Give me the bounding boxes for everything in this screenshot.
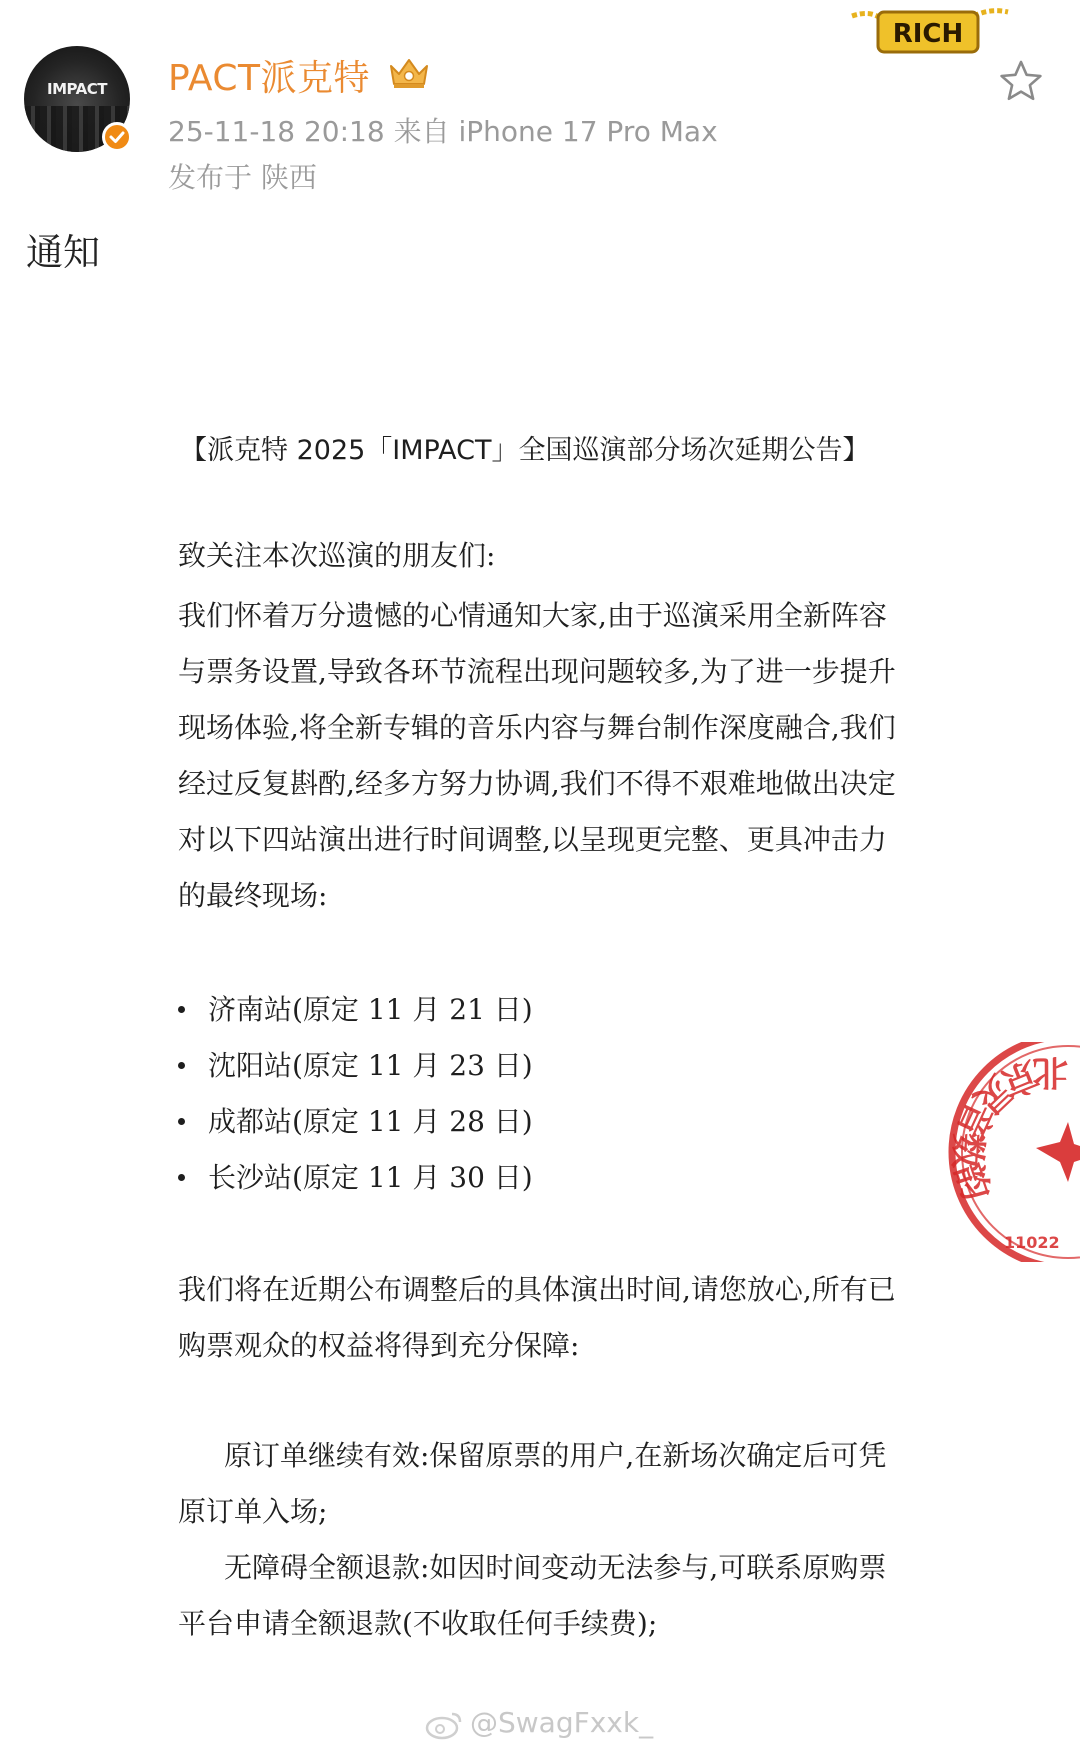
bullet-icon	[178, 1150, 208, 1206]
crown-icon	[387, 56, 431, 94]
list-item: 沈阳站(原定 11 月 23 日)	[178, 1038, 533, 1094]
seal-text: 北京灵音数韵	[945, 1051, 1069, 1206]
bullet-icon	[178, 1094, 208, 1150]
rich-badge	[850, 4, 1010, 64]
post-meta: 25-11-18 20:18 来自 iPhone 17 Pro Max	[168, 115, 718, 148]
notice-paragraph-1: 我们怀着万分遗憾的心情通知大家,由于巡演采用全新阵容与票务设置,导致各环节流程出现问题较多,为了进一步提升现场体验,将全新专辑的音乐内容与舞台制作深度融合,我们经过反复斟酌,经多方努力协调,我们不得不艰难地做出决定对以下四站演出进行时间调整,以呈现更完整、更具冲击力的最终现场:	[178, 599, 896, 912]
bullet-icon	[178, 1038, 208, 1094]
notice-paragraph-3: 原订单继续有效:保留原票的用户,在新场次确定后可凭原订单入场;	[178, 1439, 887, 1528]
seal-number: 11022	[1004, 1233, 1060, 1252]
rich-badge-label: RICH	[892, 19, 964, 49]
company-seal-stamp	[918, 1042, 1080, 1266]
notice-greeting: 致关注本次巡演的朋友们:	[178, 539, 496, 572]
notice-title: 【派克特 2025「IMPACT」全国巡演部分场次延期公告】	[180, 435, 870, 466]
bullet-icon	[178, 982, 208, 1038]
station-list	[178, 982, 533, 1206]
weibo-logo-icon	[424, 1708, 464, 1744]
avatar-logo-text: IMPACT	[47, 80, 107, 98]
list-item: 济南站(原定 11 月 21 日)	[178, 982, 533, 1038]
post-location: 发布于 陕西	[168, 161, 317, 194]
favorite-star-icon[interactable]	[998, 58, 1044, 104]
notice-paragraph-4: 无障碍全额退款:如因时间变动无法参与,可联系原购票平台申请全额退款(不收取任何手续费);	[178, 1551, 887, 1640]
post-text: 通知	[26, 231, 100, 274]
verified-icon	[102, 122, 132, 152]
notice-paragraph-2: 我们将在近期公布调整后的具体演出时间,请您放心,所有已购票观众的权益将得到充分保障:	[178, 1273, 896, 1362]
watermark: @SwagFxxk_	[470, 1706, 654, 1739]
username[interactable]: PACT派克特	[168, 58, 371, 99]
list-item: 成都站(原定 11 月 28 日)	[178, 1094, 533, 1150]
list-item: 长沙站(原定 11 月 30 日)	[178, 1150, 533, 1206]
